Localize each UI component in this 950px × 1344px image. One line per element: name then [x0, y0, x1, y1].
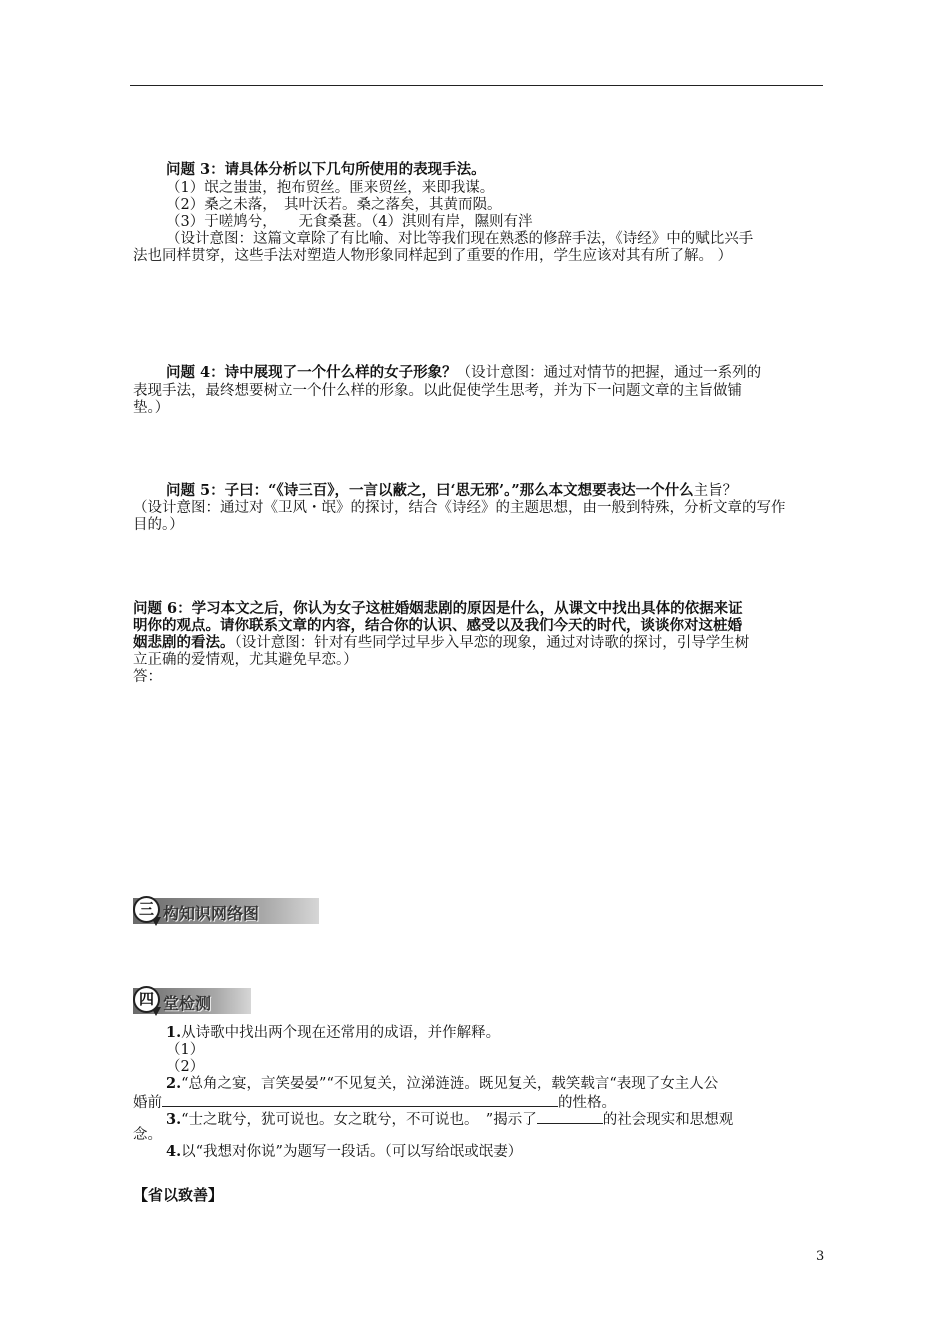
- q3-title: 问题 3：请具体分析以下几句所使用的表现手法。: [166, 161, 486, 178]
- test-item-3-blank[interactable]: [537, 1109, 603, 1124]
- test-item-2-blank[interactable]: [162, 1092, 558, 1107]
- test-item-1: [166, 1024, 500, 1042]
- test-item-3-line-2: 念。: [133, 1127, 162, 1143]
- section-4-header: [133, 988, 251, 1014]
- test-item-1-answer-2: （2）: [166, 1059, 205, 1075]
- page-number: 3: [816, 1249, 825, 1264]
- q3-line-2: （2）桑之未落， 其叶沃若。桑之落矣，其黄而陨。: [166, 197, 502, 213]
- q6-line-2: 明你的观点。请你联系文章的内容，结合你的认识、感受以及我们今天的时代，谈谈你对这桩婚: [133, 617, 742, 634]
- test-item-2: [166, 1075, 718, 1093]
- q5-title-end: 主旨？: [693, 483, 738, 499]
- q4-design-start: （设计意图：通过对情节的把握，通过一系列的: [456, 365, 762, 381]
- q3-line-1: （1）氓之蚩蚩，抱布贸丝。匪来贸丝，来即我谋。: [166, 180, 495, 196]
- section-3-header: [133, 898, 319, 924]
- q3-design-2: 法也同样贯穿，这些手法对塑造人物形象同样起到了重要的作用，学生应该对其有所了解。 ）: [133, 248, 733, 264]
- test-item-3-text: “士之耽兮，犹可说也。女之耽兮，不可说也。 ”揭示了: [181, 1112, 537, 1128]
- test-item-3-suffix: 的社会现实和思想观: [602, 1112, 734, 1128]
- q4-line-3: 垫。）: [133, 400, 170, 416]
- q6-answer-label: 答：: [133, 669, 162, 685]
- test-item-3: [166, 1109, 733, 1129]
- test-item-4-text: 以“我想对你说”为题写一段话。（可以写给氓或氓妻）: [181, 1144, 523, 1160]
- test-item-2-prefix: 婚前: [133, 1095, 162, 1111]
- q6-design-start: （设计意图：针对有些同学过早步入早恋的现象，通过对诗歌的探讨，引导学生树: [234, 635, 750, 651]
- section-3-title: 构知识网络图: [163, 904, 260, 923]
- final-heading: 【省以致善】: [133, 1186, 224, 1204]
- test-item-2-number: 2.: [166, 1075, 182, 1092]
- section-4-number-badge: 四: [133, 986, 160, 1013]
- test-item-4: [166, 1143, 522, 1161]
- q3-design-1: （设计意图：这篇文章除了有比喻、对比等我们现在熟悉的修辞手法，《诗经》中的赋比兴手: [166, 231, 754, 247]
- q4-line-1: [166, 364, 761, 382]
- test-item-4-number: 4.: [166, 1143, 182, 1160]
- test-item-2-text: “总角之宴，言笑晏晏”“不见复关，泣涕涟涟。既见复关，载笑载言“表现了女主人公: [181, 1076, 719, 1092]
- test-item-1-text: 从诗歌中找出两个现在还常用的成语，并作解释。: [181, 1025, 501, 1041]
- test-item-3-number: 3.: [166, 1111, 182, 1128]
- q4-title: 问题 4：诗中展现了一个什么样的女子形象？: [166, 364, 457, 381]
- q5-line-3: 目的。）: [133, 517, 184, 533]
- q4-line-2: 表现手法，最终想要树立一个什么样的形象。以此促使学生思考，并为下一问题文章的主旨做铺: [133, 383, 742, 399]
- q3-line-3: （3）于嗟鸠兮， 无食桑葚。（4）淇则有岸，隰则有泮: [166, 214, 533, 230]
- q6-line-1: 问题 6：学习本文之后，你认为女子这桩婚姻悲剧的原因是什么，从课文中找出具体的依据来证: [133, 600, 743, 617]
- q6-title-end: 姻悲剧的看法。: [133, 634, 235, 651]
- q6-line-4: 立正确的爱情观，尤其避免早恋。）: [133, 652, 358, 668]
- q5-line-1: [166, 482, 737, 500]
- section-4-title: 堂检测: [163, 994, 212, 1013]
- q5-line-2: （设计意图：通过对《卫风・氓》的探讨，结合《诗经》的主题思想，由一般到特殊，分析文章的写作: [133, 500, 786, 516]
- test-item-2-suffix: 的性格。: [558, 1095, 616, 1111]
- header-rule: [130, 85, 823, 86]
- q6-line-3: [133, 634, 749, 652]
- test-item-1-answer-1: （1）: [166, 1042, 205, 1058]
- test-item-1-number: 1.: [166, 1024, 182, 1041]
- q5-title: 问题 5：子曰：“《诗三百》，一言以蔽之，曰‘思无邪’。”那么本文想要表达一个什么: [166, 482, 694, 499]
- section-3-number-badge: 三: [133, 896, 160, 923]
